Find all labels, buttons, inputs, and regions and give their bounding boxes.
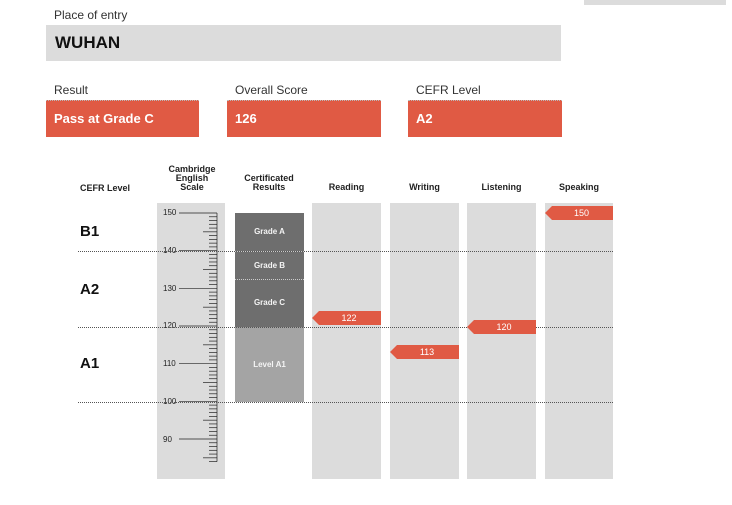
cefr-band-a1: A1 bbox=[80, 355, 100, 372]
scale-tick-label: 90 bbox=[163, 435, 172, 444]
speaking-column bbox=[545, 203, 613, 479]
result-label: Result bbox=[54, 83, 89, 97]
scale-tick-label: 120 bbox=[163, 321, 177, 330]
writing-column bbox=[390, 203, 459, 479]
header-listening: Listening bbox=[481, 182, 522, 192]
boundary-line-100 bbox=[78, 402, 613, 403]
listening-score-value: 120 bbox=[496, 322, 512, 332]
cefr-level-label: CEFR Level bbox=[416, 83, 481, 97]
grade-b-label: Grade B bbox=[253, 261, 286, 270]
header-writing: Writing bbox=[409, 182, 440, 192]
header-certificated-results: Certificated Results bbox=[244, 173, 294, 192]
overall-score-label: Overall Score bbox=[235, 83, 308, 97]
reading-column bbox=[312, 203, 381, 479]
cefr-level-value: A2 bbox=[416, 111, 433, 126]
header-reading: Reading bbox=[328, 182, 365, 192]
overall-score-value: 126 bbox=[235, 111, 257, 126]
scale-tick-label: 130 bbox=[163, 284, 177, 293]
header-cambridge-scale: Cambridge English Scale bbox=[168, 164, 216, 192]
boundary-line-140 bbox=[78, 251, 613, 252]
scale-tick-label: 100 bbox=[163, 397, 177, 406]
place-of-entry-value: WUHAN bbox=[55, 33, 121, 52]
top-right-bar bbox=[584, 0, 726, 5]
scale-tick-label: 110 bbox=[163, 359, 176, 368]
cefr-band-a2: A2 bbox=[80, 281, 100, 298]
speaking-score-value: 150 bbox=[573, 208, 590, 218]
writing-score-value: 113 bbox=[419, 347, 435, 357]
scale-tick-label: 140 bbox=[163, 246, 177, 255]
header-speaking: Speaking bbox=[558, 182, 599, 192]
header-cefr-level: CEFR Level bbox=[80, 183, 131, 193]
level-a1-label: Level A1 bbox=[253, 360, 286, 369]
place-of-entry-label: Place of entry bbox=[54, 8, 128, 22]
listening-column bbox=[467, 203, 536, 479]
place-of-entry-box bbox=[46, 25, 561, 61]
result-value: Pass at Grade C bbox=[54, 111, 154, 126]
grade-a-label: Grade A bbox=[254, 227, 285, 236]
cefr-band-b1: B1 bbox=[80, 223, 100, 240]
grade-c-label: Grade C bbox=[253, 298, 286, 307]
reading-score-value: 122 bbox=[341, 313, 357, 323]
scale-tick-label: 150 bbox=[163, 208, 177, 217]
